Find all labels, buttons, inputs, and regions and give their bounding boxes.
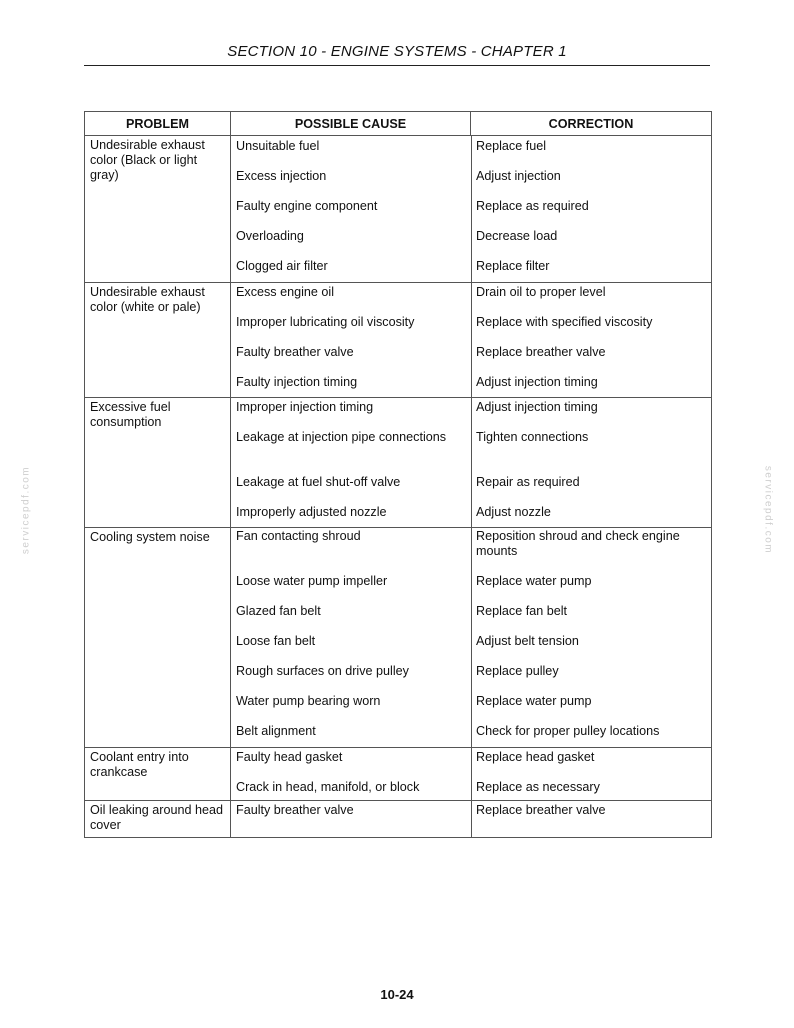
cause-correction-pair bbox=[231, 259, 711, 282]
correction-text: Check for proper pulley locations bbox=[476, 724, 660, 738]
header-possible-cause: POSSIBLE CAUSE bbox=[231, 112, 471, 136]
possible-cause-text: Glazed fan belt bbox=[236, 604, 321, 618]
cause-correction-pair bbox=[231, 780, 711, 800]
possible-cause-text: Water pump bearing worn bbox=[236, 694, 381, 708]
cause-correction-pair bbox=[231, 634, 711, 664]
problem-text: Undesirable exhaust color (Black or light gray) bbox=[90, 138, 205, 182]
problem-text: Oil leaking around head cover bbox=[90, 803, 224, 832]
header-problem: PROBLEM bbox=[85, 112, 231, 136]
correction-text: Replace head gasket bbox=[476, 750, 595, 764]
problem-cell bbox=[85, 283, 231, 398]
correction-text: Replace breather valve bbox=[476, 345, 606, 359]
possible-cause-text: Faulty head gasket bbox=[236, 750, 343, 764]
possible-cause-text: Leakage at fuel shut-off valve bbox=[236, 475, 401, 489]
correction-text: Repair as required bbox=[476, 475, 580, 489]
cause-correction-pair bbox=[231, 475, 711, 505]
correction-text: Replace water pump bbox=[476, 694, 592, 708]
correction-text: Replace fan belt bbox=[476, 604, 568, 618]
possible-cause-text: Crack in head, manifold, or block bbox=[236, 780, 420, 794]
cause-correction-pair bbox=[231, 430, 711, 475]
header-rule bbox=[84, 65, 710, 66]
table-row bbox=[85, 398, 712, 528]
possible-cause-text: Faulty breather valve bbox=[236, 803, 354, 817]
possible-cause-text: Improper lubricating oil viscosity bbox=[236, 315, 415, 329]
problem-text: Excessive fuel consumption bbox=[90, 400, 171, 429]
cause-correction-pair bbox=[231, 345, 711, 375]
correction-text: Replace with specified viscosity bbox=[476, 315, 653, 329]
possible-cause-text: Improper injection timing bbox=[236, 400, 374, 414]
table-row bbox=[85, 528, 712, 748]
cause-correction-pair bbox=[231, 574, 711, 604]
page-number: 10-24 bbox=[380, 987, 414, 1002]
problem-cell bbox=[85, 801, 231, 838]
correction-text: Replace filter bbox=[476, 259, 550, 273]
cause-correction-pair bbox=[231, 694, 711, 724]
cause-correction-pair bbox=[231, 169, 711, 199]
cause-correction-cell bbox=[231, 528, 712, 748]
correction-text: Adjust belt tension bbox=[476, 634, 579, 648]
cause-correction-pair bbox=[231, 136, 711, 169]
cause-correction-cell bbox=[231, 136, 712, 283]
problem-cell bbox=[85, 528, 231, 748]
cause-correction-pair bbox=[231, 229, 711, 259]
watermark-right: servicepdf.com bbox=[762, 465, 774, 555]
correction-text: Replace water pump bbox=[476, 574, 592, 588]
possible-cause-text: Excess engine oil bbox=[236, 285, 335, 299]
correction-text: Replace as required bbox=[476, 199, 589, 213]
cause-correction-pair bbox=[231, 801, 711, 837]
possible-cause-text: Faulty breather valve bbox=[236, 345, 354, 359]
possible-cause-text: Loose water pump impeller bbox=[236, 574, 388, 588]
problem-text: Undesirable exhaust color (white or pale) bbox=[90, 285, 205, 314]
watermark-left: servicepdf.com bbox=[20, 465, 32, 555]
correction-text: Tighten connections bbox=[476, 430, 589, 444]
cause-correction-pair bbox=[231, 398, 711, 430]
correction-text: Adjust nozzle bbox=[476, 505, 551, 519]
cause-correction-cell bbox=[231, 748, 712, 801]
cause-correction-pair bbox=[231, 664, 711, 694]
possible-cause-text: Overloading bbox=[236, 229, 304, 243]
cause-correction-pair bbox=[231, 724, 711, 747]
cause-correction-pair bbox=[231, 375, 711, 397]
cause-correction-cell bbox=[231, 801, 712, 838]
possible-cause-text: Leakage at injection pipe connections bbox=[236, 430, 447, 444]
correction-text: Replace pulley bbox=[476, 664, 559, 678]
problem-text: Cooling system noise bbox=[90, 530, 210, 544]
table-body bbox=[85, 136, 712, 838]
cause-correction-pair bbox=[231, 283, 711, 315]
possible-cause-text: Faulty injection timing bbox=[236, 375, 358, 389]
cause-correction-pair bbox=[231, 748, 711, 780]
table-row bbox=[85, 283, 712, 398]
table-header-row bbox=[85, 112, 712, 136]
correction-text: Replace breather valve bbox=[476, 803, 606, 817]
problem-cell bbox=[85, 398, 231, 528]
table-row bbox=[85, 748, 712, 801]
possible-cause-text: Rough surfaces on drive pulley bbox=[236, 664, 409, 678]
correction-text: Reposition shroud and check engine mounts bbox=[476, 529, 680, 558]
troubleshooting-table bbox=[84, 111, 712, 838]
cause-correction-pair bbox=[231, 505, 711, 527]
correction-text: Decrease load bbox=[476, 229, 558, 243]
problem-text: Coolant entry into crankcase bbox=[90, 750, 189, 779]
problem-cell bbox=[85, 748, 231, 801]
possible-cause-text: Fan contacting shroud bbox=[236, 529, 361, 543]
cause-correction-cell bbox=[231, 283, 712, 398]
cause-correction-pair bbox=[231, 315, 711, 345]
correction-text: Replace fuel bbox=[476, 139, 547, 153]
page-header-title: SECTION 10 - ENGINE SYSTEMS - CHAPTER 1 bbox=[227, 43, 567, 60]
cause-correction-pair bbox=[231, 604, 711, 634]
possible-cause-text: Excess injection bbox=[236, 169, 327, 183]
header-correction: CORRECTION bbox=[471, 112, 712, 136]
possible-cause-text: Unsuitable fuel bbox=[236, 139, 320, 153]
cause-correction-cell bbox=[231, 398, 712, 528]
correction-text: Adjust injection bbox=[476, 169, 561, 183]
possible-cause-text: Improperly adjusted nozzle bbox=[236, 505, 387, 519]
possible-cause-text: Loose fan belt bbox=[236, 634, 316, 648]
table-row bbox=[85, 136, 712, 283]
correction-text: Adjust injection timing bbox=[476, 400, 598, 414]
correction-text: Drain oil to proper level bbox=[476, 285, 606, 299]
possible-cause-text: Clogged air filter bbox=[236, 259, 328, 273]
correction-text: Adjust injection timing bbox=[476, 375, 598, 389]
correction-text: Replace as necessary bbox=[476, 780, 600, 794]
table-row bbox=[85, 801, 712, 838]
problem-cell bbox=[85, 136, 231, 283]
possible-cause-text: Faulty engine component bbox=[236, 199, 378, 213]
possible-cause-text: Belt alignment bbox=[236, 724, 316, 738]
cause-correction-pair bbox=[231, 199, 711, 229]
cause-correction-pair bbox=[231, 528, 711, 574]
